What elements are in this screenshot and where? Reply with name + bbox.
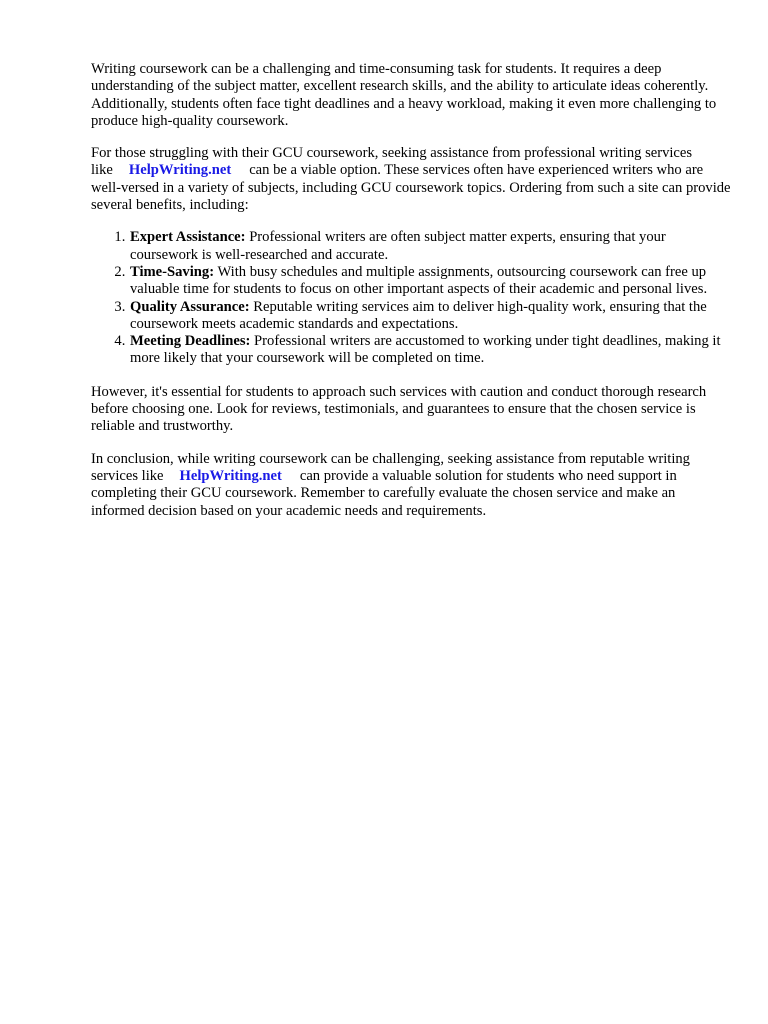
- benefits-list: [91, 229, 731, 367]
- services-text-after: can be a viable option. These services often have experienced writers who are well-versed in a variety of subjects, including GCU coursework topics. Ordering from such a site can provide several benefits, including:: [91, 162, 731, 214]
- caution-paragraph: However, it's essential for students to approach such services with caution and conduct thorough research before choosing one. Look for reviews, testimonials, and guarantees to ensure that the chosen service is reliable and trustworthy.: [91, 383, 707, 435]
- helpwriting-link[interactable]: HelpWriting.net: [128, 162, 232, 179]
- helpwriting-link[interactable]: HelpWriting.net: [179, 467, 282, 484]
- list-item-expert-assistance: [129, 229, 731, 264]
- list-item-time-saving: [129, 264, 731, 299]
- benefit-text: With busy schedules and multiple assignments, outsourcing coursework can free up valuable time for students to focus on other important aspects of their academic and personal lives.: [130, 263, 708, 298]
- benefit-term: Expert Assistance:: [130, 229, 246, 246]
- benefit-text: Reputable writing services aim to deliver high-quality work, ensuring that the coursework meets academic standards and expectations.: [130, 298, 707, 332]
- list-item-meeting-deadlines: [129, 333, 731, 368]
- benefit-term: Meeting Deadlines:: [130, 333, 251, 350]
- services-paragraph: [91, 145, 731, 214]
- conclusion-paragraph: [91, 451, 731, 520]
- benefit-term: Time-Saving:: [130, 263, 215, 280]
- benefit-text: Professional writers are accustomed to working under tight deadlines, making it more likely that your coursework will be completed on time.: [130, 333, 721, 367]
- conclusion-text-before: In conclusion, while writing coursework can be challenging, seeking assistance from reputable writing services like: [91, 450, 690, 484]
- benefit-text: Professional writers are often subject matter experts, ensuring that your coursework is well-researched and accurate.: [130, 229, 666, 263]
- intro-paragraph: Writing coursework can be a challenging and time-consuming task for students. It requires a deep understanding of the subject matter, excellent research skills, and the ability to articulate ideas coherently. Additionally, students often face tight deadlines and a heavy workload, making it even more challenging to produce high-quality coursework.: [91, 61, 717, 129]
- conclusion-text-after: can provide a valuable solution for students who need support in completing their GCU coursework. Remember to carefully evaluate the chosen service and make an informed decision based on your academic needs and requirements.: [91, 467, 677, 519]
- document-page: [91, 61, 731, 535]
- services-text-before: For those struggling with their GCU coursework, seeking assistance from professional writing services like: [91, 145, 693, 179]
- list-item-quality-assurance: [129, 299, 731, 334]
- benefit-term: Quality Assurance:: [130, 298, 250, 315]
